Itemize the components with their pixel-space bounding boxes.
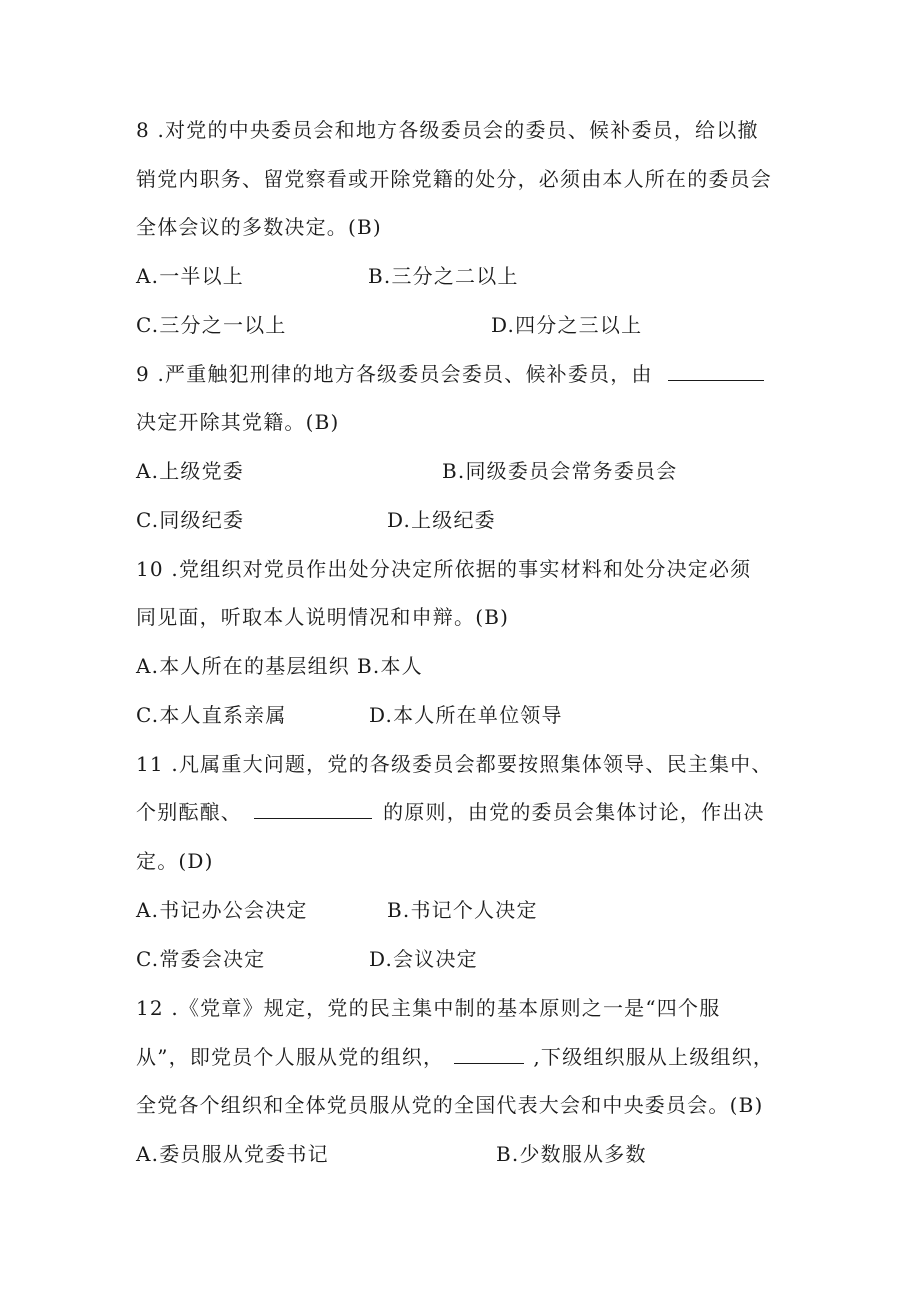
q9-option-a: A.上级党委 <box>136 459 245 483</box>
q11-option-a: A.书记办公会决定 <box>136 898 308 922</box>
q8-option-b: B.三分之二以上 <box>368 264 519 288</box>
q11-line-2-after: 的原则，由党的委员会集体讨论，作出决 <box>383 800 765 824</box>
q9-option-b: B.同级委员会常务委员会 <box>442 459 678 483</box>
q9-line-1 <box>136 360 764 388</box>
q10-option-b: B.本人 <box>357 654 423 678</box>
q10-option-a: A.本人所在的基层组织 <box>136 654 351 678</box>
q9-blank <box>668 360 764 381</box>
q8-option-d: D.四分之三以上 <box>491 313 643 337</box>
q11-line-3: 定。(D) <box>136 849 214 873</box>
q8-option-c: C.三分之一以上 <box>136 313 287 337</box>
q11-option-d: D.会议决定 <box>369 947 478 971</box>
q8-line-1: 8 .对党的中央委员会和地方各级委员会的委员、候补委员，给以撤 <box>136 118 759 142</box>
q9-line-1-text: 9 .严重触犯刑律的地方各级委员会委员、候补委员，由 <box>136 362 653 386</box>
q12-option-b: B.少数服从多数 <box>496 1142 647 1166</box>
q11-option-b: B.书记个人决定 <box>387 898 538 922</box>
q8-line-3: 全体会议的多数决定。(B) <box>136 215 382 239</box>
q12-line-3: 全党各个组织和全体党员服从党的全国代表大会和中央委员会。(B) <box>136 1093 764 1117</box>
q10-line-2: 同见面，听取本人说明情况和申辩。(B) <box>136 605 510 629</box>
q11-line-2-before: 个别酝酿、 <box>136 800 242 824</box>
q8-line-2: 销党内职务、留党察看或开除党籍的处分，必须由本人所在的委员会 <box>136 167 772 191</box>
q8-option-a: A.一半以上 <box>136 264 245 288</box>
q12-line-2-after: ,下级组织服从上级组织， <box>533 1045 775 1069</box>
q11-blank <box>254 798 372 819</box>
q9-line-2: 决定开除其党籍。(B) <box>136 410 340 434</box>
q11-line-2 <box>136 798 765 826</box>
q12-blank <box>454 1043 524 1064</box>
q12-line-1: 12 .《党章》规定，党的民主集中制的基本原则之一是“四个服 <box>136 996 721 1020</box>
q10-option-d: D.本人所在单位领导 <box>369 703 563 727</box>
q11-option-c: C.常委会决定 <box>136 947 266 971</box>
q12-option-a: A.委员服从党委书记 <box>136 1142 329 1166</box>
q12-line-2 <box>136 1043 774 1071</box>
q12-line-2-before: 从”，即党员个人服从党的组织， <box>136 1045 445 1069</box>
q9-option-c: C.同级纪委 <box>136 508 245 532</box>
q10-line-1: 10 .党组织对党员作出处分决定所依据的事实材料和处分决定必须 <box>136 557 752 581</box>
q9-option-d: D.上级纪委 <box>387 508 496 532</box>
q11-line-1: 11 .凡属重大问题，党的各级委员会都要按照集体领导、民主集中、 <box>136 752 773 776</box>
q10-option-c: C.本人直系亲属 <box>136 703 287 727</box>
